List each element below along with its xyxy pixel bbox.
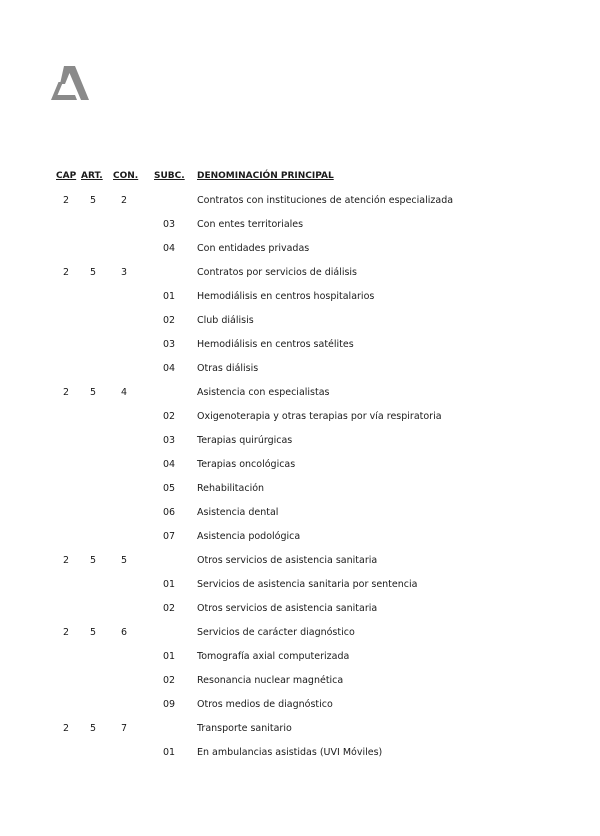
cell-art: 5: [89, 627, 97, 638]
cell-denominacion: Asistencia dental: [197, 507, 279, 518]
table-row: [0, 362, 600, 386]
cell-denominacion: Contratos con instituciones de atención especializada: [197, 195, 454, 206]
cell-cap: 2: [62, 267, 70, 278]
table-row: [0, 194, 600, 218]
cell-denominacion: En ambulancias asistidas (UVI Móviles): [197, 747, 383, 758]
table-row: [0, 626, 600, 650]
cell-subc: 03: [162, 435, 176, 446]
cell-denominacion: Hemodiálisis en centros hospitalarios: [197, 291, 375, 302]
table-row: [0, 458, 600, 482]
cell-art: 5: [89, 723, 97, 734]
cell-con: 5: [120, 555, 128, 566]
cell-subc: 06: [162, 507, 176, 518]
header-con: CON.: [113, 171, 139, 181]
table-row: [0, 602, 600, 626]
cell-con: 4: [120, 387, 128, 398]
cell-denominacion: Con entes territoriales: [197, 219, 304, 230]
cell-con: 2: [120, 195, 128, 206]
cell-denominacion: Hemodiálisis en centros satélites: [197, 339, 354, 350]
cell-denominacion: Terapias quirúrgicas: [197, 435, 293, 446]
cell-subc: 02: [162, 603, 176, 614]
cell-art: 5: [89, 555, 97, 566]
cell-subc: 02: [162, 675, 176, 686]
cell-con: 7: [120, 723, 128, 734]
cell-denominacion: Servicios de carácter diagnóstico: [197, 627, 355, 638]
cell-subc: 04: [162, 243, 176, 254]
cell-denominacion: Asistencia con especialistas: [197, 387, 330, 398]
cell-art: 5: [89, 387, 97, 398]
header-subc: SUBC.: [154, 171, 185, 181]
cell-denominacion: Contratos por servicios de diálisis: [197, 267, 358, 278]
table-row: [0, 338, 600, 362]
cell-cap: 2: [62, 195, 70, 206]
cell-subc: 07: [162, 531, 176, 542]
cell-subc: 03: [162, 219, 176, 230]
cell-denominacion: Terapias oncológicas: [197, 459, 296, 470]
cell-denominacion: Resonancia nuclear magnética: [197, 675, 344, 686]
cell-denominacion: Club diálisis: [197, 315, 254, 326]
table-row: [0, 578, 600, 602]
cell-denominacion: Oxigenoterapia y otras terapias por vía respiratoria: [197, 411, 442, 422]
cell-art: 5: [89, 267, 97, 278]
table-row: [0, 290, 600, 314]
table-row: [0, 434, 600, 458]
cell-subc: 01: [162, 651, 176, 662]
cell-denominacion: Otros servicios de asistencia sanitaria: [197, 555, 378, 566]
header-cap: CAP: [56, 171, 77, 181]
table-row: [0, 554, 600, 578]
table-row: [0, 506, 600, 530]
table-row: [0, 314, 600, 338]
table-row: [0, 722, 600, 746]
cell-denominacion: Otras diálisis: [197, 363, 259, 374]
cell-con: 3: [120, 267, 128, 278]
cell-subc: 04: [162, 363, 176, 374]
table-row: [0, 218, 600, 242]
table-header: [0, 170, 600, 194]
header-denominacion: DENOMINACIÓN PRINCIPAL: [197, 171, 334, 181]
table-row: [0, 266, 600, 290]
cell-cap: 2: [62, 555, 70, 566]
table-row: [0, 482, 600, 506]
cell-denominacion: Tomografía axial computerizada: [197, 651, 350, 662]
budget-table: [0, 170, 600, 770]
cell-subc: 01: [162, 747, 176, 758]
cell-con: 6: [120, 627, 128, 638]
cell-subc: 02: [162, 315, 176, 326]
header-art: ART.: [81, 171, 103, 181]
cell-cap: 2: [62, 723, 70, 734]
cell-denominacion: Rehabilitación: [197, 483, 265, 494]
cell-cap: 2: [62, 627, 70, 638]
cell-denominacion: Transporte sanitario: [197, 723, 292, 734]
cell-subc: 01: [162, 291, 176, 302]
cell-subc: 09: [162, 699, 176, 710]
cell-subc: 04: [162, 459, 176, 470]
cell-denominacion: Servicios de asistencia sanitaria por sentencia: [197, 579, 418, 590]
cell-cap: 2: [62, 387, 70, 398]
cell-subc: 05: [162, 483, 176, 494]
cell-denominacion: Con entidades privadas: [197, 243, 310, 254]
table-row: [0, 698, 600, 722]
table-row: [0, 650, 600, 674]
cell-subc: 03: [162, 339, 176, 350]
cell-denominacion: Otros servicios de asistencia sanitaria: [197, 603, 378, 614]
table-row: [0, 410, 600, 434]
cell-denominacion: Asistencia podológica: [197, 531, 301, 542]
table-row: [0, 242, 600, 266]
logo-icon: [51, 66, 89, 100]
table-body: [0, 194, 600, 770]
table-row: [0, 746, 600, 770]
cell-subc: 01: [162, 579, 176, 590]
cell-subc: 02: [162, 411, 176, 422]
table-row: [0, 674, 600, 698]
table-row: [0, 386, 600, 410]
table-row: [0, 530, 600, 554]
cell-denominacion: Otros medios de diagnóstico: [197, 699, 333, 710]
cell-art: 5: [89, 195, 97, 206]
